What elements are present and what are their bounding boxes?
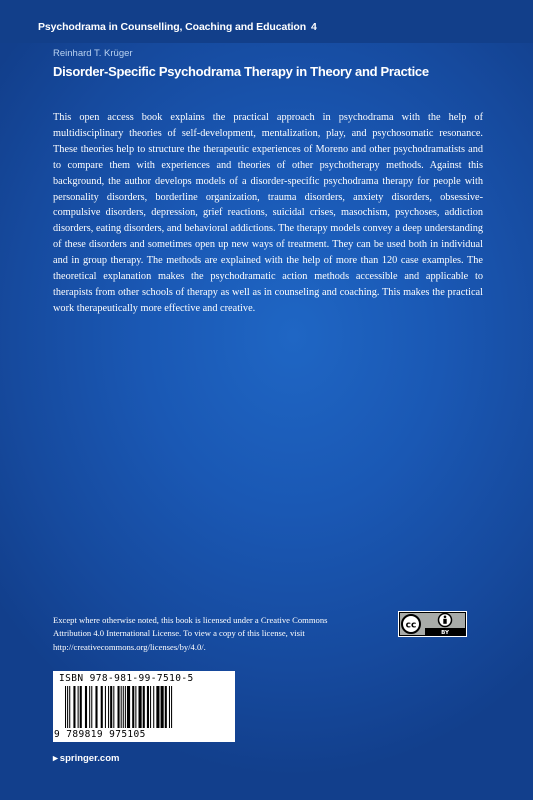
barcode-bar xyxy=(67,686,68,728)
barcode-bar xyxy=(165,686,167,728)
barcode-bar xyxy=(139,686,142,728)
publisher-link[interactable] xyxy=(53,753,119,764)
isbn-barcode xyxy=(53,671,235,742)
barcode-bar xyxy=(89,686,90,728)
barcode-bar xyxy=(95,686,97,728)
cc-label: cc xyxy=(405,620,417,631)
barcode-bar xyxy=(127,686,130,728)
author-name: Reinhard T. Krüger xyxy=(53,48,133,59)
book-description: This open access book explains the practical approach in psychodrama with the help of multidisciplinary theories of self-development, mentalization, play, and psychosomatic resonance. These theories help to structure the therapeutic experiences of Moreno and other psychodramatists and to compare them with experiences and theories of other psychotherapy methods. Against this background, the author develops models of a disorder-specific psychodrama therapy for people with personality disorders, borderline organization, trauma disorders, anxiety disorders, obsessive-compulsive disorders, depression, grief reactions, suicidal crises, masochism, psychoses, addiction disorders, eating disorders, and behavioral addictions. The therapy models convey a deep understanding of these disorders and sometimes open up new ways of treatment. They can be used both in individual and in group therapy. The methods are explained with the help of more than 120 case examples. The theoretical explanation makes the psychodramatic action methods accessible and applicable to therapists from other schools of therapy as well as in counseling and coaching. This makes the practical work therapeutically more effective and creative. xyxy=(53,112,483,314)
barcode-bar xyxy=(135,686,136,728)
barcode-bar xyxy=(147,686,149,728)
publisher-url: springer.com xyxy=(59,753,120,764)
barcode-bar xyxy=(132,686,134,728)
barcode-bar xyxy=(65,686,66,728)
creative-commons-by-icon xyxy=(398,611,467,637)
barcode-bar xyxy=(143,686,145,728)
barcode-bar xyxy=(91,686,92,728)
barcode-bar xyxy=(156,686,159,728)
book-title: Disorder-Specific Psychodrama Therapy in Theory and Practice xyxy=(53,64,429,79)
barcode-bar xyxy=(125,686,126,728)
barcode-bar xyxy=(121,686,122,728)
arrow-right-icon: ▸ xyxy=(53,753,58,764)
barcode-bar xyxy=(150,686,151,728)
license-text: Except where otherwise noted, this book is licensed under a Creative Commons Attribution 4.0 International License. To view a copy of this license, visit http://creativecommons.org/licenses/by/4.0/. xyxy=(53,615,328,652)
barcode-bar xyxy=(153,686,154,728)
isbn-number: ISBN 978-981-99-7510-5 xyxy=(59,673,194,684)
series-number: 4 xyxy=(311,21,317,33)
barcode-bar xyxy=(161,686,164,728)
barcode-bar xyxy=(101,686,103,728)
barcode-bar xyxy=(69,686,70,728)
barcode-bar xyxy=(118,686,120,728)
barcode-bar xyxy=(113,686,114,728)
barcode-bar xyxy=(108,686,109,728)
barcode-bar xyxy=(80,686,82,728)
series-name: Psychodrama in Counselling, Coaching and Education xyxy=(38,21,307,33)
barcode-bars xyxy=(65,686,225,728)
series-title xyxy=(38,21,317,33)
barcode-bar xyxy=(169,686,170,728)
barcode-bar xyxy=(110,686,112,728)
barcode-bar xyxy=(105,686,106,728)
barcode-digits: 9 789819 975105 xyxy=(54,729,146,740)
barcode-bar xyxy=(171,686,172,728)
barcode-bar xyxy=(73,686,75,728)
barcode-bar xyxy=(123,686,124,728)
barcode-bar xyxy=(78,686,79,728)
barcode-bar xyxy=(85,686,87,728)
by-label: BY xyxy=(441,630,449,636)
